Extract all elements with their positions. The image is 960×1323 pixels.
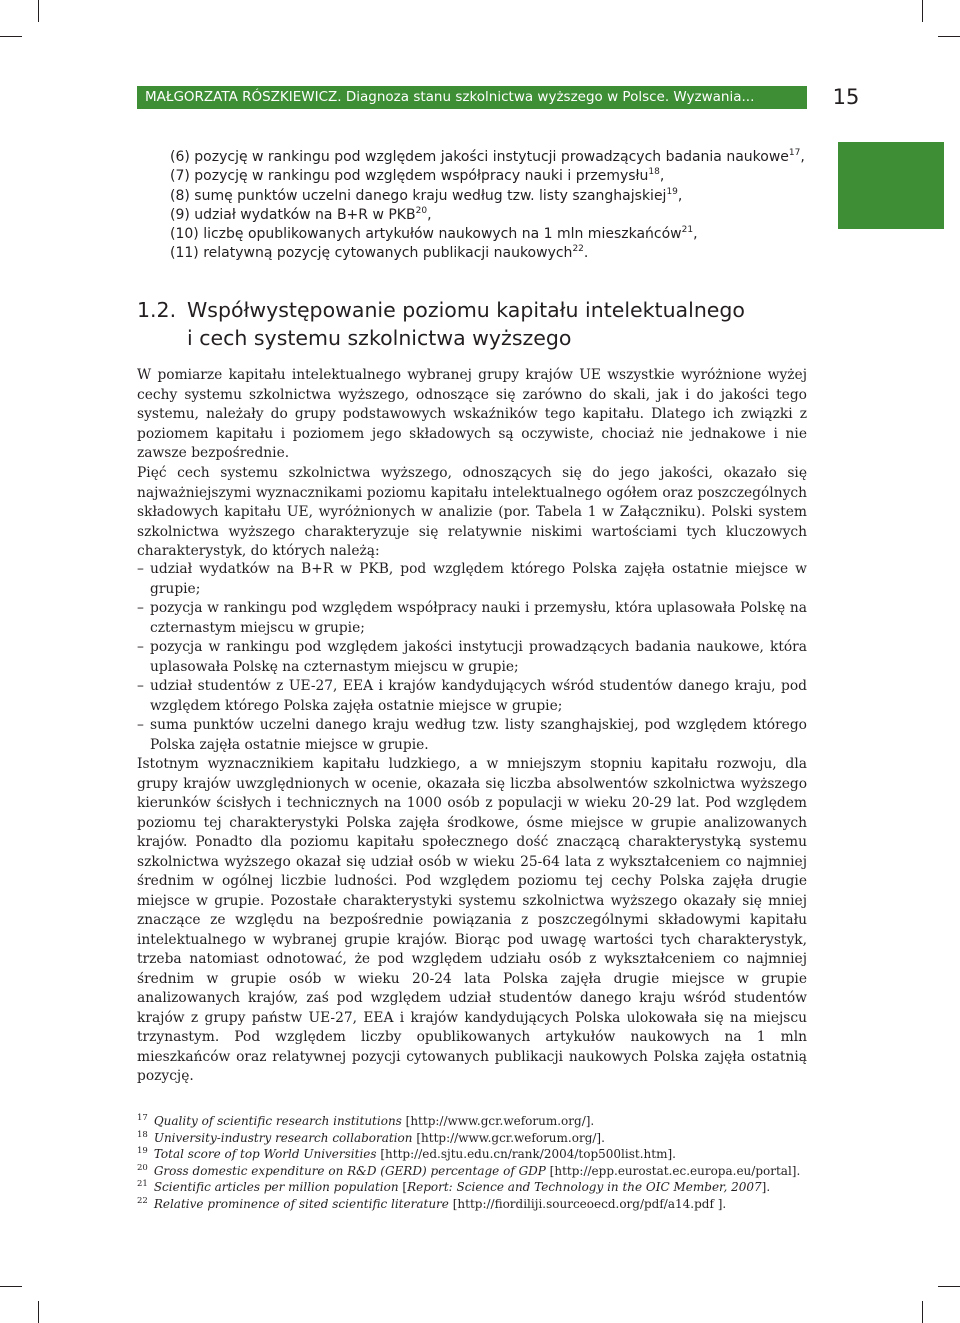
criteria-text: (11) relatywną pozycję cytowanych publikacji naukowych [170, 245, 573, 262]
criteria-item [170, 225, 810, 244]
criteria-end: , [677, 187, 683, 204]
footnote-report: Report: Science and Technology in the OIC Member, 2007 [407, 1180, 762, 1194]
crop-mark-top-right-h [938, 36, 960, 37]
footnote-number: 20 [137, 1162, 148, 1173]
paragraph: Istotnym wyznacznikiem kapitału ludzkiego, a w mniejszym stopniu kapitału rozwoju, dla grupy krajów uwzględnionych w ocenie, okazała się liczba absolwentów szkolnictwa wyższego kierunków ścisłych i technicznych na 1000 osób z populacji w wieku 20-29 lat. Pod względem poziomu tej charakterystyki Polska zajęła środkowe, ósme miejsce w grupie analizowanych krajów. Ponadto dla poziomu kapitału społecznego dość znaczącą charakterystyką systemu szkolnictwa wyższego okazał się udział osób w wieku 25-64 lata z wykształceniem co najmniej średnim w ogólnej liczbie ludności. Pod względem poziomu tej cechy Polska zajęła drugie miejsce w grupie. Pozostałe charakterystyki systemu szkolnictwa wyższego okazały się mniej znaczące ze względu na bezpośrednie powiązania z poszczególnymi składowymi kapitału intelektualnego w wybranej grupie krajów. Biorąc pod uwagę wartości tych charakterystyk, trzeba natomiast odnotować, że pod względem udziału osób z wykształceniem co najmniej średnim w grupie osób w wieku 20-24 lata Polska zajęła drugie miejsce w grupie analizowanych krajów, zaś pod względem udział studentów danego kraju wśród studentów krajów z grupy państw UE-27, EEA i krajów kandydujących Polska ulokowała się na miejscu trzynastym. Pod względem liczby opublikowanych artykułów naukowych na 1 mln mieszkańców oraz relatywnej pozycji cytowanych publikacji naukowych Polska zajęła ostatnią pozycję. [137, 756, 807, 1084]
criteria-item [170, 187, 810, 206]
footnote [137, 1196, 817, 1213]
crop-mark-top-left-h [0, 36, 22, 37]
criteria-item [170, 206, 810, 225]
paragraph: Pięć cech systemu szkolnictwa wyższego, odnoszących się do jego jakości, okazało się najważniejszymi wyznacznikami poziomu kapitału intelektualnego ogółem oraz poszczególnych składowych kapitału UE, wyróżnionych w analizie (por. Tabela 1 w Załączniku). Polski system szkolnictwa wyższego charakteryzuje się relatywnie niskimi wartościami tych kluczowych charakterystyk, do których należą: [137, 465, 807, 559]
footnote [137, 1113, 817, 1130]
footnote-ref-open: [ [398, 1180, 408, 1194]
footnote-source: Quality of scientific research institutions [153, 1114, 402, 1128]
criteria-text: (6) pozycję w rankingu pod względem jakości instytucji prowadzących badania naukowe [170, 149, 789, 165]
crop-mark-top-right [922, 0, 923, 22]
paragraph: W pomiarze kapitału intelektualnego wybranej grupy krajów UE wszystkie wyróżnione wyżej cechy systemu szkolnictwa wyższego, odnoszące się zarówno do skali, jak i do jakości tego systemu, należały do grupy podstawowych wskaźników tego kapitału. Dlatego ich związki z poziomem kapitału i poziomem jego składowych są oczywiste, chociaż nie jednakowe i nie zawsze bezpośrednie. [137, 367, 807, 461]
section-heading [137, 296, 817, 352]
list-item: – pozycja w rankingu pod względem jakości instytucji prowadzących badania naukowe, która uplasowała Polskę na czternastym miejscu w grupie; [137, 638, 807, 677]
footnote [137, 1146, 817, 1163]
footnote-url: [http://fiordiliji.sourceoecd.org/pdf/a14.pdf ]. [448, 1196, 727, 1211]
criteria-end: , [800, 149, 805, 165]
footnote-ref: 20 [415, 205, 428, 216]
section-title-line1: Współwystępowanie poziomu kapitału intelektualnego [187, 298, 745, 322]
footnote-ref: 22 [572, 244, 584, 255]
footnote-number: 18 [137, 1129, 148, 1140]
footnote-ref-close: ]. [761, 1180, 771, 1194]
running-title: MAŁGORZATA RÓSZKIEWICZ. Diagnoza stanu szkolnictwa wyższego w Polsce. Wyzwania... [145, 89, 755, 105]
running-header [137, 86, 807, 109]
criteria-item [170, 244, 810, 263]
crop-mark-bottom-right [922, 1301, 923, 1323]
dash-list [137, 560, 807, 755]
footnote-url: [http://www.gcr.weforum.org/]. [401, 1114, 595, 1128]
footnote [137, 1179, 817, 1196]
criteria-end: , [427, 206, 432, 223]
footnote-number: 19 [137, 1146, 148, 1156]
chapter-marker [838, 142, 944, 229]
footnote-number: 21 [137, 1179, 148, 1189]
criteria-text: (9) udział wydatków na B+R w PKB [170, 206, 416, 223]
criteria-text: (7) pozycję w rankingu pod względem współpracy nauki i przemysłu [170, 168, 649, 185]
crop-mark-bottom-left [38, 1301, 39, 1323]
criteria-item [170, 167, 810, 186]
footnote-source: Scientific articles per million population [153, 1180, 399, 1194]
crop-mark-bottom-right-h [938, 1286, 960, 1287]
crop-mark-top-left [38, 0, 39, 22]
footnote [137, 1163, 817, 1180]
footnote-source: Relative prominence of sited scientific literature [153, 1196, 449, 1211]
footnote-source: Gross domestic expenditure on R&D (GERD) percentage of GDP [153, 1163, 546, 1178]
list-item: – pozycja w rankingu pod względem współpracy nauki i przemysłu, która uplasowała Polskę na czternastym miejscu w grupie; [137, 599, 807, 638]
list-item: – suma punktów uczelni danego kraju według tzw. listy szanghajskiej, pod względem którego Polska zajęła ostatnie miejsce w grupie. [137, 716, 807, 755]
footnote-ref: 19 [666, 186, 678, 197]
section-number: 1.2. [137, 298, 177, 322]
footnote-ref: 21 [681, 225, 694, 236]
footnote-number: 22 [137, 1195, 148, 1206]
footnote-ref: 18 [648, 167, 660, 178]
footnote-source: Total score of top World Universities [153, 1147, 377, 1161]
criteria-item [170, 148, 810, 167]
criteria-list [170, 148, 810, 264]
criteria-text: (8) sumę punktów uczelni danego kraju według tzw. listy szanghajskiej [170, 187, 667, 204]
criteria-end: , [693, 226, 698, 243]
section-title-line2: i cech systemu szkolnictwa wyższego [187, 326, 572, 350]
footnote-url: [http://www.gcr.weforum.org/]. [412, 1130, 605, 1145]
footnote-ref: 17 [788, 148, 801, 158]
footnotes [137, 1113, 817, 1212]
list-item: – udział wydatków na B+R w PKB, pod względem którego Polska zajęła ostatnie miejsce w grupie; [137, 560, 807, 599]
criteria-text: (10) liczbę opublikowanych artykułów naukowych na 1 mln mieszkańców [170, 226, 682, 243]
criteria-end: . [583, 245, 589, 262]
footnote-url: [http://ed.sjtu.edu.cn/rank/2004/top500list.htm]. [376, 1147, 676, 1161]
crop-mark-bottom-left-h [0, 1286, 22, 1287]
page-number: 15 [832, 85, 860, 109]
footnote-source: University-industry research collaboration [153, 1130, 413, 1145]
footnote [137, 1130, 817, 1147]
criteria-end: , [659, 168, 665, 185]
list-item: – udział studentów z UE-27, EEA i krajów kandydujących wśród studentów danego kraju, pod względem którego Polska zajęła ostatnie miejsce w grupie; [137, 677, 807, 716]
footnote-url: [http://epp.eurostat.ec.europa.eu/portal]. [545, 1163, 801, 1178]
footnote-number: 17 [137, 1113, 148, 1123]
